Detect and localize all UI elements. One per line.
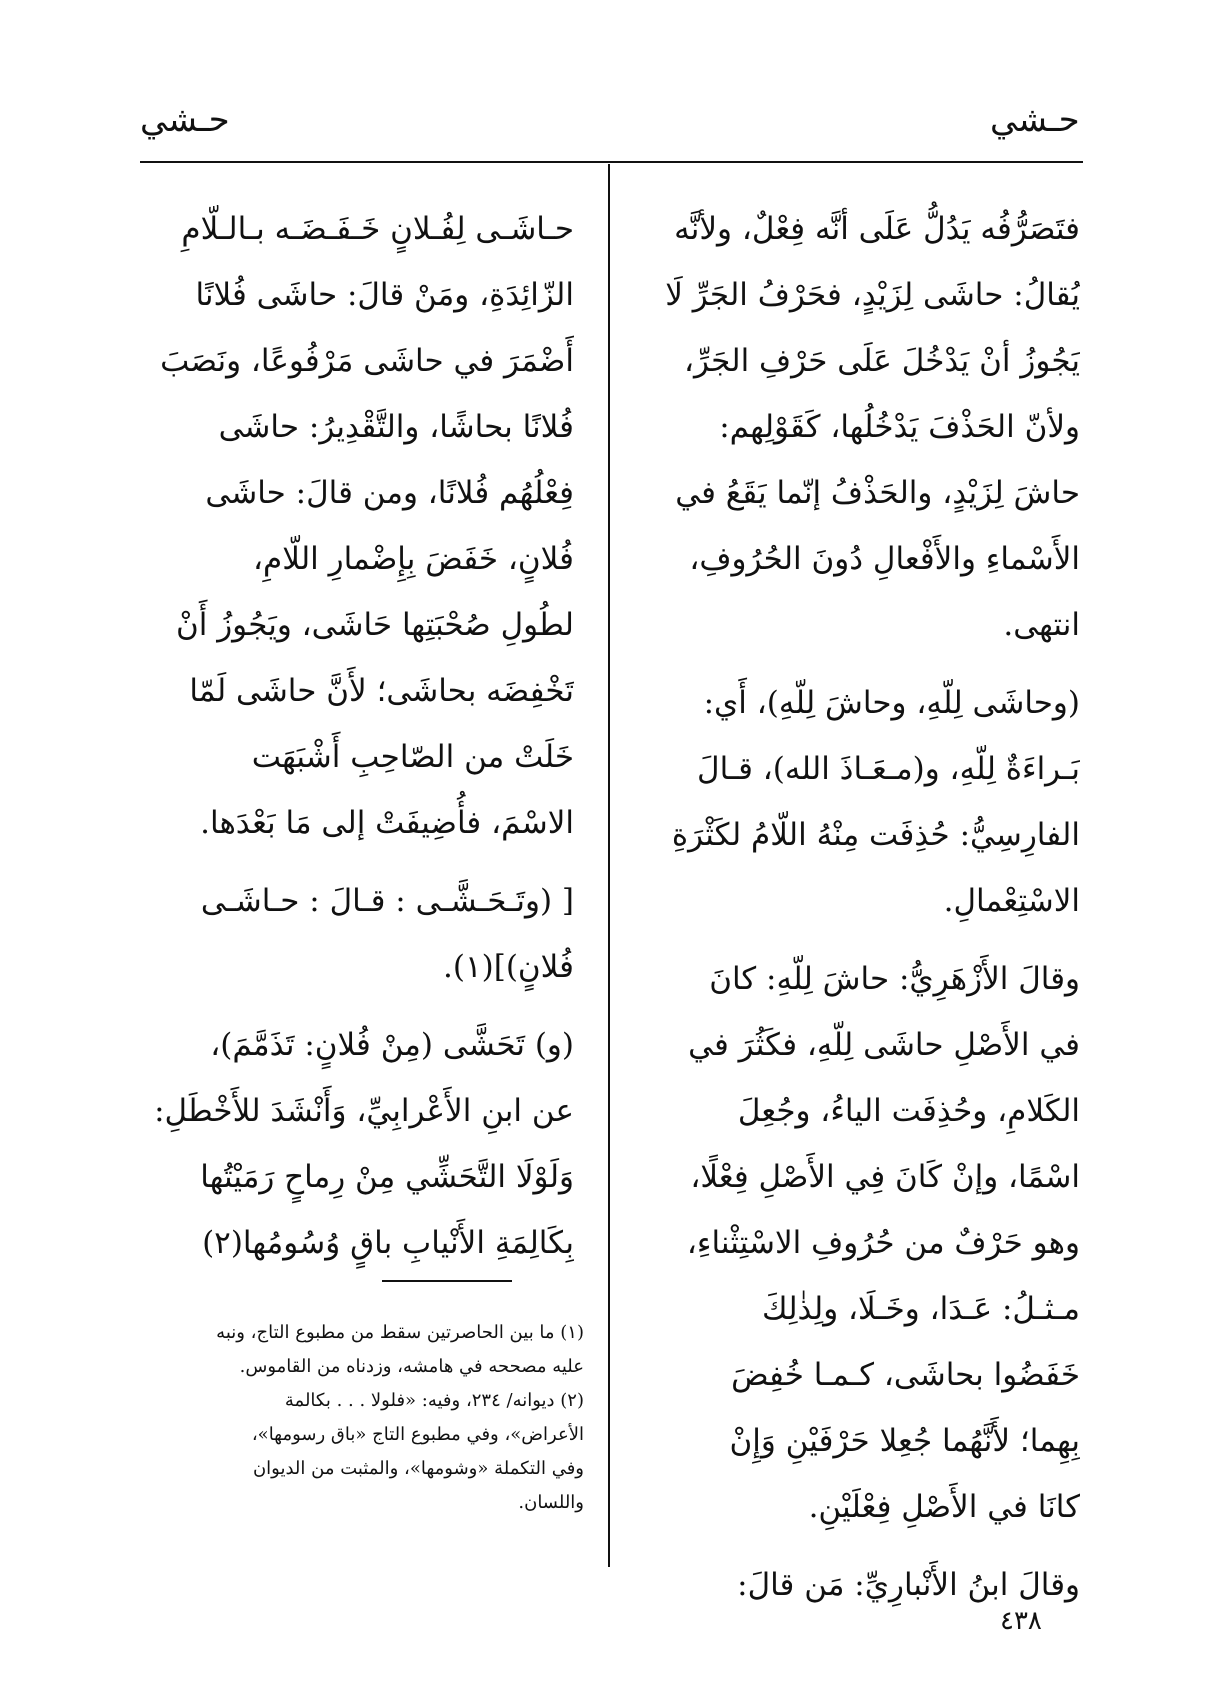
text-line: الفارِسِيُّ: حُذِفَت مِنْهُ اللّامُ لكَثْرَةِ: [671, 817, 1080, 853]
footnotes: [140, 1316, 584, 1520]
text-line: الزّائِدَةِ، ومَنْ قالَ: حاشَى فُلانًا: [195, 277, 574, 313]
paragraph: [646, 946, 1080, 1540]
verse-line: وَلَوْلَا التَّحَشِّي مِنْ رِماحٍ رَمَيْتُها: [200, 1159, 574, 1195]
text-line: الاسْمَ، فأُضِيفَتْ إلى مَا بَعْدَها.: [200, 805, 574, 841]
paragraph: [140, 868, 574, 1000]
footnote-line: (٢) ديوانه/ ٢٣٤، وفيه: «فلولا . . . بكالمة: [284, 1390, 584, 1411]
text-line: لطُولِ صُحْبَتِها حَاشَى، ويَجُوزُ أَنْ: [175, 607, 574, 643]
text-line: [ (وتَـحَـشَّـى : قـالَ : حـاشَـى: [200, 883, 574, 919]
right-column: [646, 196, 1080, 1618]
text-line: حاشَ لِزَيْدٍ، والحَذْفُ إنّما يَقَعُ في: [675, 475, 1080, 511]
text-line: ولأنّ الحَذْفَ يَدْخُلُها، كَقَوْلِهم:: [719, 409, 1080, 445]
text-line: انتهى.: [1003, 607, 1080, 643]
text-line: فُلانًا بحاشًا، والتَّقْدِيرُ: حاشَى: [218, 409, 574, 445]
text-line: يَجُوزُ أنْ يَدْخُلَ عَلَى حَرْفِ الجَرِّ،: [684, 343, 1080, 379]
running-header-left: حـشي: [140, 100, 230, 140]
footnote-rule: [382, 1280, 512, 1282]
text-line: اسْمًا، وإنْ كَانَ فِي الأَصْلِ فِعْلًا،: [690, 1159, 1080, 1195]
running-header-right: حـشي: [990, 100, 1080, 140]
text-line: وقالَ ابنُ الأَنْبارِيِّ: مَن قالَ:: [737, 1567, 1080, 1603]
text-line: الاسْتِعْمالِ.: [943, 883, 1080, 919]
page-number: ٤٣٨: [1000, 1606, 1042, 1636]
paragraph: [646, 670, 1080, 934]
text-line: الكَلامِ، وحُذِفَت الياءُ، وجُعِلَ: [737, 1093, 1080, 1129]
text-line: كانَا في الأَصْلِ فِعْلَيْنِ.: [808, 1489, 1080, 1525]
footnote-line: (١) ما بين الحاصرتين سقط من مطبوع التاج، ونبه: [216, 1322, 584, 1343]
text-line: (و) تَحَشَّى (مِنْ فُلانٍ: تَذَمَّمَ)،: [210, 1027, 574, 1063]
text-line: خَفَضُوا بحاشَى، كـمـا خُفِضَ: [731, 1357, 1080, 1393]
verse-line: بِكَالِمَةِ الأَنْيابِ باقٍ وُسُومُها(٢): [202, 1225, 574, 1261]
text-line: فِعْلُهُم فُلانًا، ومن قالَ: حاشَى: [205, 475, 574, 511]
text-line: فُلانٍ، خَفَضَ بِإِضْمارِ اللّامِ،: [253, 541, 574, 577]
text-line: وهو حَرْفٌ من حُرُوفِ الاسْتِثْناءِ،: [686, 1225, 1080, 1261]
text-line: خَلَتْ من الصّاحِبِ أَشْبَهَت: [251, 739, 574, 775]
text-line: بَـراءَةٌ لِلّهِ، و(مـعَـاذَ الله)، قـالَ: [697, 751, 1080, 787]
footnote-line: عليه مصححه في هامشه، وزدناه من القاموس.: [239, 1356, 584, 1377]
text-line: فتَصَرُّفُه يَدُلُّ عَلَى أنَّه فِعْلٌ، ولأنَّه: [674, 211, 1080, 247]
footnote-line: وفي التكملة «وشومها»، والمثبت من الديوان: [252, 1458, 584, 1479]
poem-verse: [140, 1144, 574, 1276]
text-line: عن ابنِ الأَعْرابِيِّ، وَأَنْشَدَ للأَخْطَلِ:: [154, 1093, 574, 1129]
column-divider: [608, 164, 610, 1567]
footnote-line: واللسان.: [518, 1492, 584, 1513]
footnote-line: الأعراض»، وفي مطبوع التاج «باق رسومها»،: [251, 1424, 584, 1445]
text-line: الأَسْماءِ والأَفْعالِ دُونَ الحُرُوفِ،: [689, 541, 1080, 577]
paragraph: [140, 1012, 574, 1144]
text-line: وقالَ الأَزْهَرِيُّ: حاشَ لِلّهِ: كانَ: [709, 961, 1080, 997]
paragraph: [140, 196, 574, 856]
paragraph: [646, 196, 1080, 658]
text-line: مـثـلُ: عَـدَا، وخَـلَا، ولِذٰلِكَ: [761, 1291, 1080, 1327]
text-line: (وحاشَى لِلّهِ، وحاشَ لِلّهِ)، أَي:: [703, 685, 1080, 721]
text-line: بِهِما؛ لأَنَّهُما جُعِلا حَرْفَيْنِ وَإِنْ: [729, 1423, 1080, 1459]
text-line: يُقالُ: حاشَى لِزَيْدٍ، فحَرْفُ الجَرِّ لَا: [665, 277, 1080, 313]
text-line: حـاشَـى لِفُـلانٍ خَـفَـضَـه بـالـلّامِ: [181, 211, 574, 247]
left-column: [140, 196, 574, 1276]
text-line: تَخْفِضَه بحاشَى؛ لأَنَّ حاشَى لَمّا: [189, 673, 574, 709]
text-line: فُلانٍ)](١).: [443, 949, 574, 985]
text-line: أَضْمَرَ في حاشَى مَرْفُوعًا، ونَصَبَ: [160, 343, 574, 379]
header-rule: [140, 161, 1083, 163]
text-line: في الأَصْلِ حاشَى لِلّهِ، فكَثُرَ في: [688, 1027, 1080, 1063]
